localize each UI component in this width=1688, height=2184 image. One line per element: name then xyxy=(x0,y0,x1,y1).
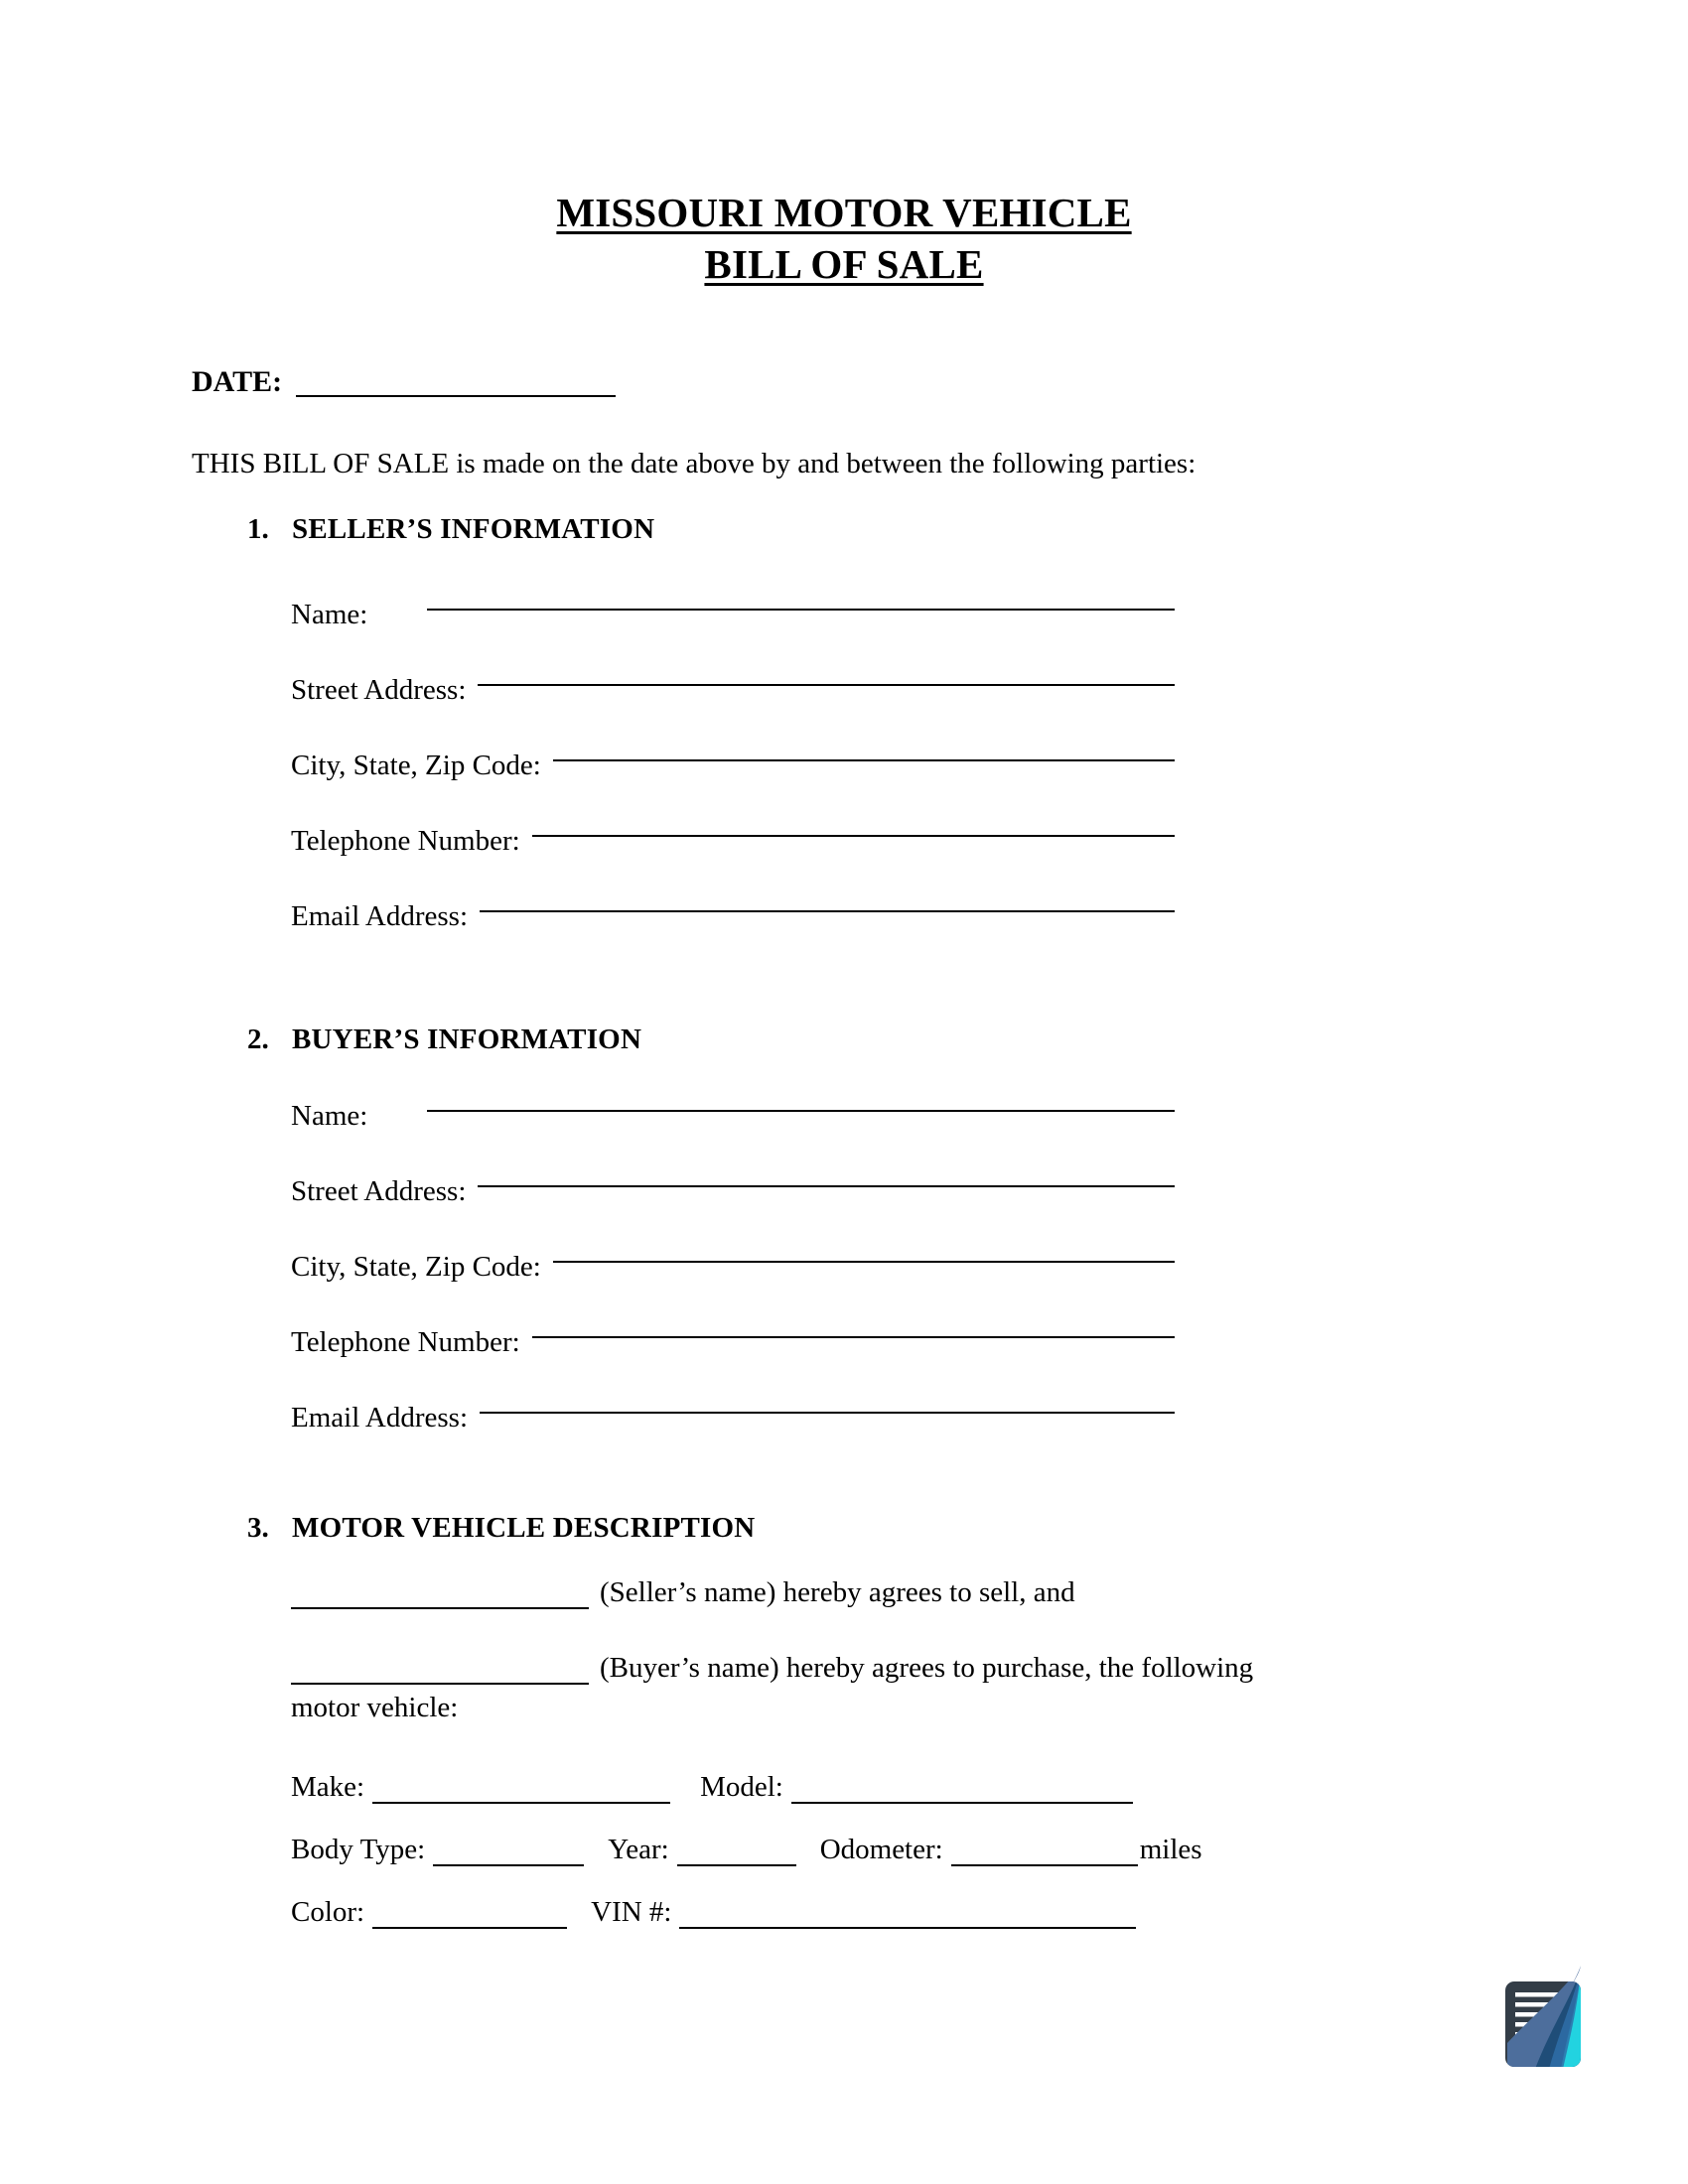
vehicle-row-body-year-odometer xyxy=(291,1836,1202,1864)
buyer-name-agreement-input-line[interactable] xyxy=(291,1683,589,1685)
buyer-phone-input-line[interactable] xyxy=(532,1336,1175,1338)
buyer-agreement-line xyxy=(291,1654,1253,1683)
intro-paragraph: THIS BILL OF SALE is made on the date above by and between the following parties: xyxy=(192,448,1196,479)
section-number-vehicle: 3. xyxy=(247,1512,269,1544)
body-type-input-line[interactable] xyxy=(433,1864,584,1866)
odometer-label: Odometer: xyxy=(819,1834,943,1865)
seller-field-email xyxy=(291,902,468,931)
seller-name-input-line[interactable] xyxy=(427,609,1175,611)
buyer-email-label: Email Address: xyxy=(291,1402,469,1433)
seller-city-input-line[interactable] xyxy=(553,759,1175,761)
make-label: Make: xyxy=(291,1771,365,1803)
vin-input-line[interactable] xyxy=(679,1927,1136,1929)
title-line-1-text: MISSOURI MOTOR VEHICLE xyxy=(556,190,1132,235)
seller-field-phone xyxy=(291,827,520,856)
color-label: Color: xyxy=(291,1896,365,1928)
seller-name-label: Name: xyxy=(291,599,368,630)
date-label: DATE: xyxy=(192,365,283,398)
buyer-name-label: Name: xyxy=(291,1100,368,1132)
buyer-field-email xyxy=(291,1404,468,1433)
section-number-seller: 1. xyxy=(247,513,269,545)
title-line-2-text: BILL OF SALE xyxy=(704,241,984,288)
seller-street-input-line[interactable] xyxy=(478,684,1175,686)
section-title-buyer: BUYER’S INFORMATION xyxy=(292,1024,642,1055)
color-input-line[interactable] xyxy=(372,1927,567,1929)
buyer-city-label: City, State, Zip Code: xyxy=(291,1251,541,1283)
seller-field-name xyxy=(291,601,367,629)
buyer-field-street xyxy=(291,1177,466,1206)
section-heading-vehicle xyxy=(247,1514,755,1543)
vehicle-row-make-model xyxy=(291,1773,1133,1802)
body-type-label: Body Type: xyxy=(291,1834,426,1865)
seller-field-city xyxy=(291,751,541,780)
seller-email-input-line[interactable] xyxy=(480,910,1175,912)
seller-phone-input-line[interactable] xyxy=(532,835,1175,837)
section-number-buyer: 2. xyxy=(247,1024,269,1055)
seller-phone-label: Telephone Number: xyxy=(291,825,520,857)
buyer-city-input-line[interactable] xyxy=(553,1261,1175,1263)
buyer-street-input-line[interactable] xyxy=(478,1185,1175,1187)
odometer-units-label: miles xyxy=(1139,1834,1202,1865)
document-leaf-logo-icon xyxy=(1501,1966,1589,2069)
section-title-seller: SELLER’S INFORMATION xyxy=(292,513,655,545)
seller-field-street xyxy=(291,676,466,705)
seller-name-agreement-input-line[interactable] xyxy=(291,1607,589,1609)
title-line-1 xyxy=(0,187,1688,238)
section-heading-seller xyxy=(247,515,654,544)
seller-city-label: City, State, Zip Code: xyxy=(291,750,541,781)
model-input-line[interactable] xyxy=(791,1802,1133,1804)
seller-street-label: Street Address: xyxy=(291,674,467,706)
buyer-street-label: Street Address: xyxy=(291,1175,467,1207)
buyer-field-phone xyxy=(291,1328,520,1357)
seller-agreement-line xyxy=(291,1578,1075,1607)
year-input-line[interactable] xyxy=(677,1864,796,1866)
buyer-email-input-line[interactable] xyxy=(480,1412,1175,1414)
buyer-agreement-continuation: motor vehicle: xyxy=(291,1692,459,1723)
buyer-name-input-line[interactable] xyxy=(427,1110,1175,1112)
model-label: Model: xyxy=(700,1771,783,1803)
buyer-phone-label: Telephone Number: xyxy=(291,1326,520,1358)
buyer-field-city xyxy=(291,1253,541,1282)
date-row xyxy=(192,367,616,397)
page-title xyxy=(0,187,1688,291)
vin-label: VIN #: xyxy=(591,1896,672,1928)
make-input-line[interactable] xyxy=(372,1802,670,1804)
vehicle-row-color-vin xyxy=(291,1898,1136,1927)
odometer-input-line[interactable] xyxy=(951,1864,1138,1866)
section-heading-buyer xyxy=(247,1025,641,1054)
buyer-agreement-text: (Buyer’s name) hereby agrees to purchase, the following xyxy=(600,1652,1254,1684)
seller-agreement-text: (Seller’s name) hereby agrees to sell, and xyxy=(600,1576,1075,1608)
seller-email-label: Email Address: xyxy=(291,900,469,932)
section-title-vehicle: MOTOR VEHICLE DESCRIPTION xyxy=(292,1512,756,1544)
title-line-2 xyxy=(0,238,1688,290)
date-input-line[interactable] xyxy=(296,367,616,397)
year-label: Year: xyxy=(608,1834,669,1865)
buyer-field-name xyxy=(291,1102,367,1131)
